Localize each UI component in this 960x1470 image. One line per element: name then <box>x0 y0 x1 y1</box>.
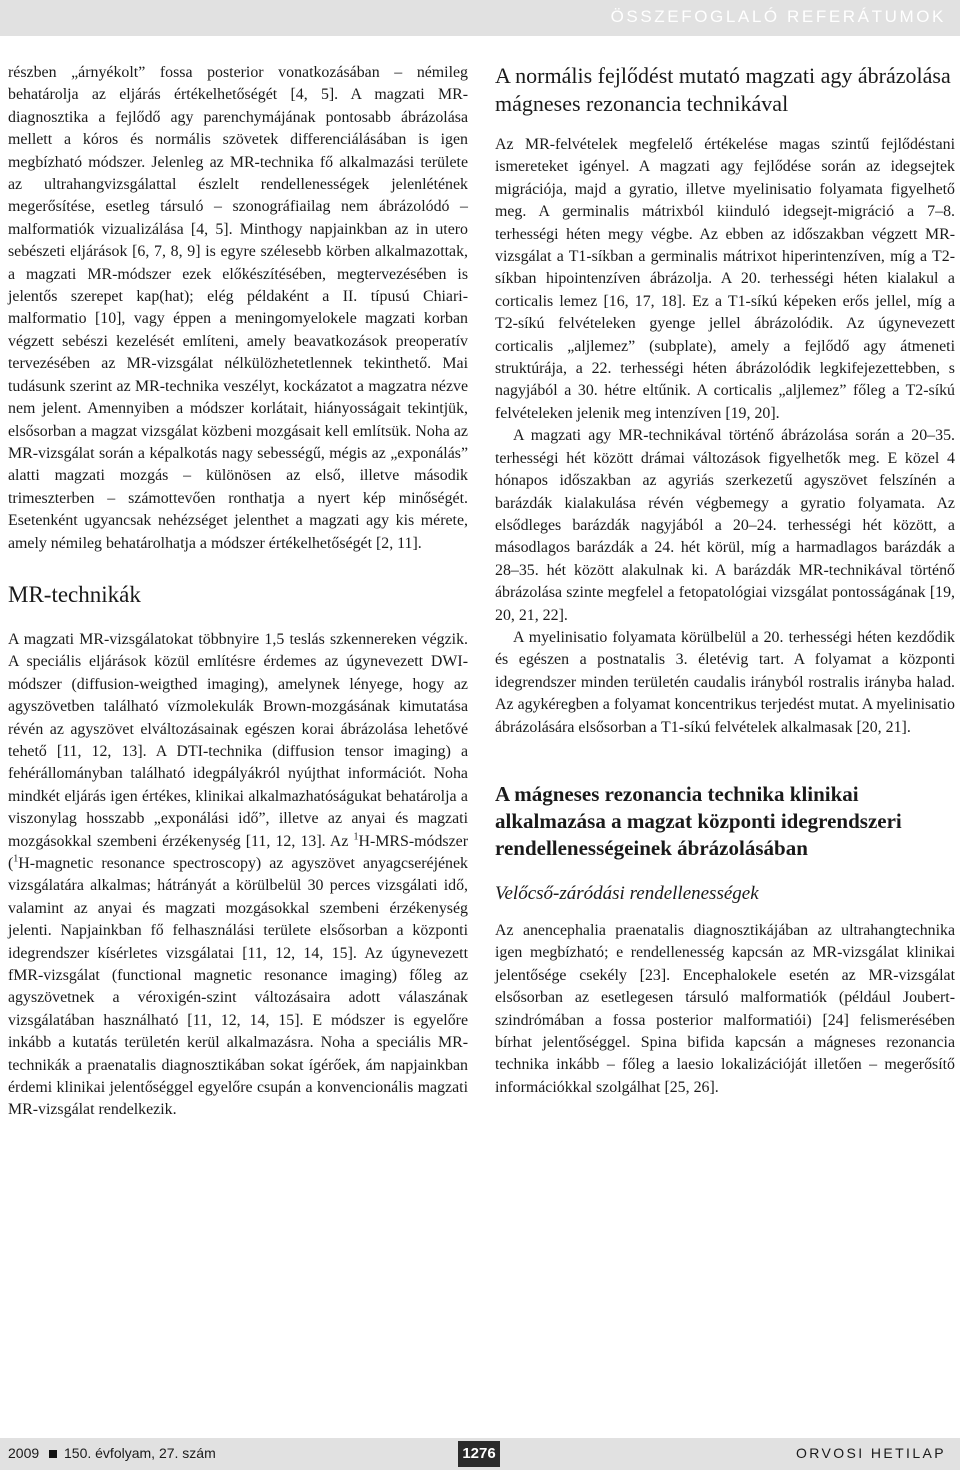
left-column <box>8 62 468 1122</box>
body-paragraph: A magzati agy MR-technikával történő ábrázolása során a 20–35. terhességi hét között drámai változások figyelhetők meg. E közel 4 hónapos időszakban az agyriás szerkezetű agyszövet felszínén a barázdák kialakulása révén végbemegy a gyratio folyamata. Az elsődleges barázdák nagyjából a 20–24. terhességi hét között, a másodlagos barázdák a 24. hét körül, míg a harmadlagos barázdák a 28–35. hét között alakulnak ki. A barázdák MR-technikával történő ábrázolása szinte megfelel a fetopatológiai vizsgálat pontosságának [19, 20, 21, 22]. <box>495 427 955 624</box>
subsection-heading-neural-tube: Velőcső-záródási rendellenességek <box>495 882 759 904</box>
text-run: H-magnetic resonance spectroscopy) az agyszövet anyagcseréjének vizsgálatára alkalmas; hátrányát a körülbelül 30 perces vizsgálati idő, valamint az anyai és magzati mozgásokkal szembeni érzékenység jelenti. Napjainkban fő felhasználási területe elsősorban a központi idegrendszer kísérletes vizsgálatai [11, 12, 14, 15]. Az úgynevezett fMR-vizsgálat (functional magnetic resonance imaging) főleg az agyszövetnek a véroxigén-szint változásaira adott válaszának vizsgálatában használható [11, 12, 14, 15]. E módszer is egyelőre inkább a kutatás területén kerül alkalmazásra. Noha a speciális MR-technikák a praenatalis diagnosztikában sokat ígérőek, ám napjainkban érdemi klinikai jelentőséggel egyelőre csupán a konvencionális magzati MR-vizsgálat rendelkezik. <box>8 855 468 1119</box>
section-heading-clinical-application: A mágneses rezonancia technika klinikai alkalmazása a magzat központi idegrendszeri rendellenességeinek ábrázolásában <box>495 781 902 860</box>
section-heading-normal-development: A normális fejlődést mutató magzati agy ábrázolása mágneses rezonancia technikával <box>495 63 951 116</box>
footer-year: 2009 <box>8 1445 40 1461</box>
journal-name: ORVOSI HETILAP <box>795 1445 946 1461</box>
body-paragraph: Az anencephalia praenatalis diagnosztikájában az ultrahangtechnika igen megbízható; e rendellenesség kapcsán az MR-vizsgálat klinikai jelentősége csekély [23]. Encephalokele esetén az MR-vizsgálat elsősorban az esetlegesen társuló malformatiók (például Joubert-szindrómában a fossa posterior malformatiói) [24] felismerésében bírhat jelentőséggel. Spina bifida kapcsán a mágneses rezonancia technika inkább – főleg a laesio lokalizációját illetően – megerősítő információkkal szolgálhat [25, 26]. <box>495 921 955 1096</box>
page-number: 1276 <box>458 1441 500 1467</box>
body-paragraph: részben „árnyékolt” fossa posterior vonatkozásában – némileg behatárolja az eljárás értékelhetőségét [4, 5]. A magzati MR-diagnosztika a fejlődő agy parenchymájának pontosabb ábrázolása mellett a kóros és normális szövetek differenciálásában is igen megbízható módszer. Jelenleg az MR-technika fő alkalmazási területe az ultrahangvizsgálattal észlelt rendellenességek jelenlétének megerősítése, esetleg társuló – szonográfiailag nem ábrázolódó – malformatiók vizualizálása [4, 5]. Minthogy napjainkban az in utero sebészeti eljárások [6, 7, 8, 9] is egyre szélesebb körben alkalmazottak, a magzati MR-módszer ezek előkészítésében, megtervezésében is jelentős szerepet kap(hat); elég példaként a II. típusú Chiari-malformatio [10], vagy éppen a meningomyelokele magzati korban végzett sebészi kezelését említeni, amely beavatkozások preoperatív tervezésében az MR-vizsgálat nélkülözhetetlennek tekinthető. Mai tudásunk szerint az MR-technika veszélyt, kockázatot a magzatra nézve nem jelent. Amennyiben a módszer korlátait, hiányosságait tekintjük, elsősorban a magzat vizsgálat közbeni mozgásait kell említsük. Noha az MR-vizsgálat során a képalkotás nagy sebességű, mégis az „exponálás” alatti magzati mozgás – különösen az első, illetve második trimeszterben – számottevően ronthatja a nyert kép minőségét. Esetenként ugyancsak nehézséget jelenthet a magzati agy kis mérete, amely némileg behatárolhatja a módszer értékelhetőségét [2, 11]. <box>8 64 468 552</box>
body-paragraph: A myelinisatio folyamata körülbelül a 20. terhességi héten kezdődik és egészen a postnatalis 3. életévig tart. A folyamat a központi idegrendszer minden területén caudalis irányból rostralis irányba halad. Az agykéregben a folyamat koncentrikus terjedést mutat. A myelinisatio ábrázolására elsősorban a T1-síkú felvételek alkalmasak [20, 21]. <box>495 628 955 736</box>
body-paragraph: Az MR-felvételek megfelelő értékelése magas szintű fejlődéstani ismereteket igényel. A magzati agy fejlődése során az idegsejtek migrációja, majd a gyratio, illetve myelinisatio folyamata figyelhető meg. A germinalis mátrixból kiinduló idegsejt-migráció a 7–8. terhességi héten megy végbe. Az ebben az időszakban végzett MR-vizsgálat a T1-síkban a germinalis mátrixot hiperintenzíven, míg a T2-síkban hipointenzíven ábrázolja. A 20. terhességi héten kialakul a corticalis lemez [16, 17, 18]. Ez a T1-síkú képeken erős jellel, míg a T2-síkú felvételeken gyenge jellel ábrázolódik. Az úgynevezett corticalis „aljlemez” (subplate), amely a fejlődő agy átmeneti struktúrája, a 22. terhességi héten ábrázolódik legkifejezettebben, s nagyjából a 30. hétre eltűnik. A corticalis „aljlemez” főleg a T2-síkú felvételeken jelenik meg intenzíven [19, 20]. <box>495 136 955 422</box>
section-title: ÖSSZEFOGLALÓ REFERÁTUMOK <box>610 7 946 26</box>
superscript: 1 <box>13 853 19 865</box>
text-run: H-MRS-módszer ( <box>8 832 468 872</box>
header-bar <box>0 0 960 36</box>
text-run: A magzati MR-vizsgálatokat többnyire 1,5 teslás szkennereken végzik. A speciális eljárások közül említésre érdemes az úgynevezett DWI-módszer (diffusion-weigthed imaging), amelynek lényege, hogy az agyszövetben található vízmolekulák Brown-mozgásának kimutatása révén az agyszövet elváltozásainak egészen korai ábrázolása lehetővé tehető [11, 12, 13]. A DTI-technika (diffusion tensor imaging) a fehérállományban található idegpályákról nyújthat információt. Noha mindkét eljárás igen értékes, klinikai alkalmazhatóságukat behatárolja a viszonylag hosszabb „exponálási idő”, illetve az anyai és magzati mozgásokkal szembeni érzékenység [11, 12, 13]. Az <box>8 630 468 850</box>
square-bullet-icon <box>49 1450 57 1458</box>
right-column <box>495 62 955 1099</box>
body-paragraph <box>8 629 468 1122</box>
superscript: 1 <box>353 831 359 843</box>
section-heading-mr-techniques: MR-technikák <box>8 581 141 607</box>
footer-volume: 150. évfolyam, 27. szám <box>64 1445 216 1461</box>
footer-bar <box>0 1438 960 1470</box>
